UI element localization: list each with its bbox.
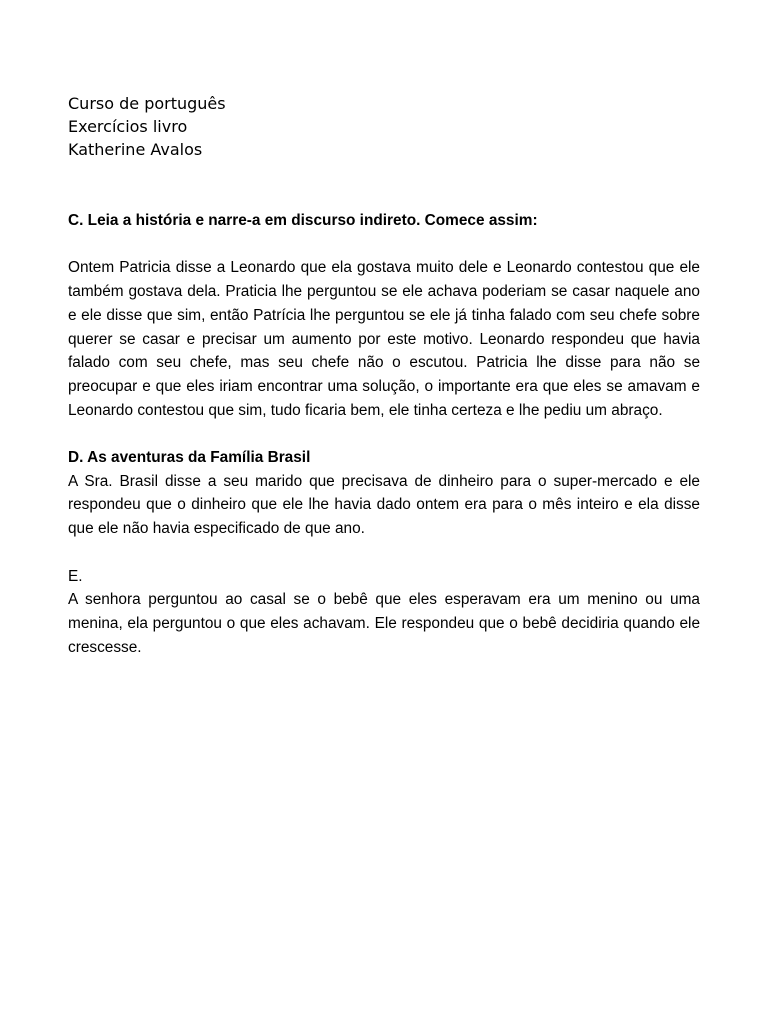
spacer bbox=[68, 422, 700, 446]
spacer bbox=[68, 541, 700, 565]
section-e-body: A senhora perguntou ao casal se o bebê que eles esperavam era um menino ou uma menina, ela perguntou o que eles achavam. Ele respondeu que o bebê decidiria quando ele crescesse. bbox=[68, 591, 700, 656]
section-e-heading: E. bbox=[68, 567, 83, 585]
author-name: Katherine Avalos bbox=[68, 140, 203, 159]
book-exercises-subtitle: Exercícios livro bbox=[68, 117, 188, 136]
spacer bbox=[68, 233, 700, 257]
document-header bbox=[68, 92, 226, 161]
section-d-heading: D. As aventuras da Família Brasil bbox=[68, 449, 311, 466]
section-d-body: A Sra. Brasil disse a seu marido que precisava de dinheiro para o super-mercado e ele respondeu que o dinheiro que ele lhe havia dado ontem era para o mês inteiro e ela disse que ele não havia especificado de que ano. bbox=[68, 472, 700, 538]
course-title: Curso de português bbox=[68, 94, 226, 113]
section-c-heading: C. Leia a história e narre-a em discurso indireto. Comece assim: bbox=[68, 212, 538, 229]
section-c-body: Ontem Patricia disse a Leonardo que ela gostava muito dele e Leonardo contestou que ele também gostava dela. Praticia lhe perguntou se ele achava poderiam se casar naquele ano e ele disse que sim, então Patrícia lhe perguntou se ele já tinha falado com seu chefe sobre querer se casar e precisar um aumento por este motivo. Leonardo respondeu que havia falado com seu chefe, mas seu chefe não o escutou. Patricia lhe disse para não se preocupar e que eles iriam encontrar uma solução, o importante era que eles se amavam e Leonardo contestou que sim, tudo ficaria bem, ele tinha certeza e lhe pediu um abraço. bbox=[68, 259, 700, 419]
document-body bbox=[68, 209, 700, 659]
